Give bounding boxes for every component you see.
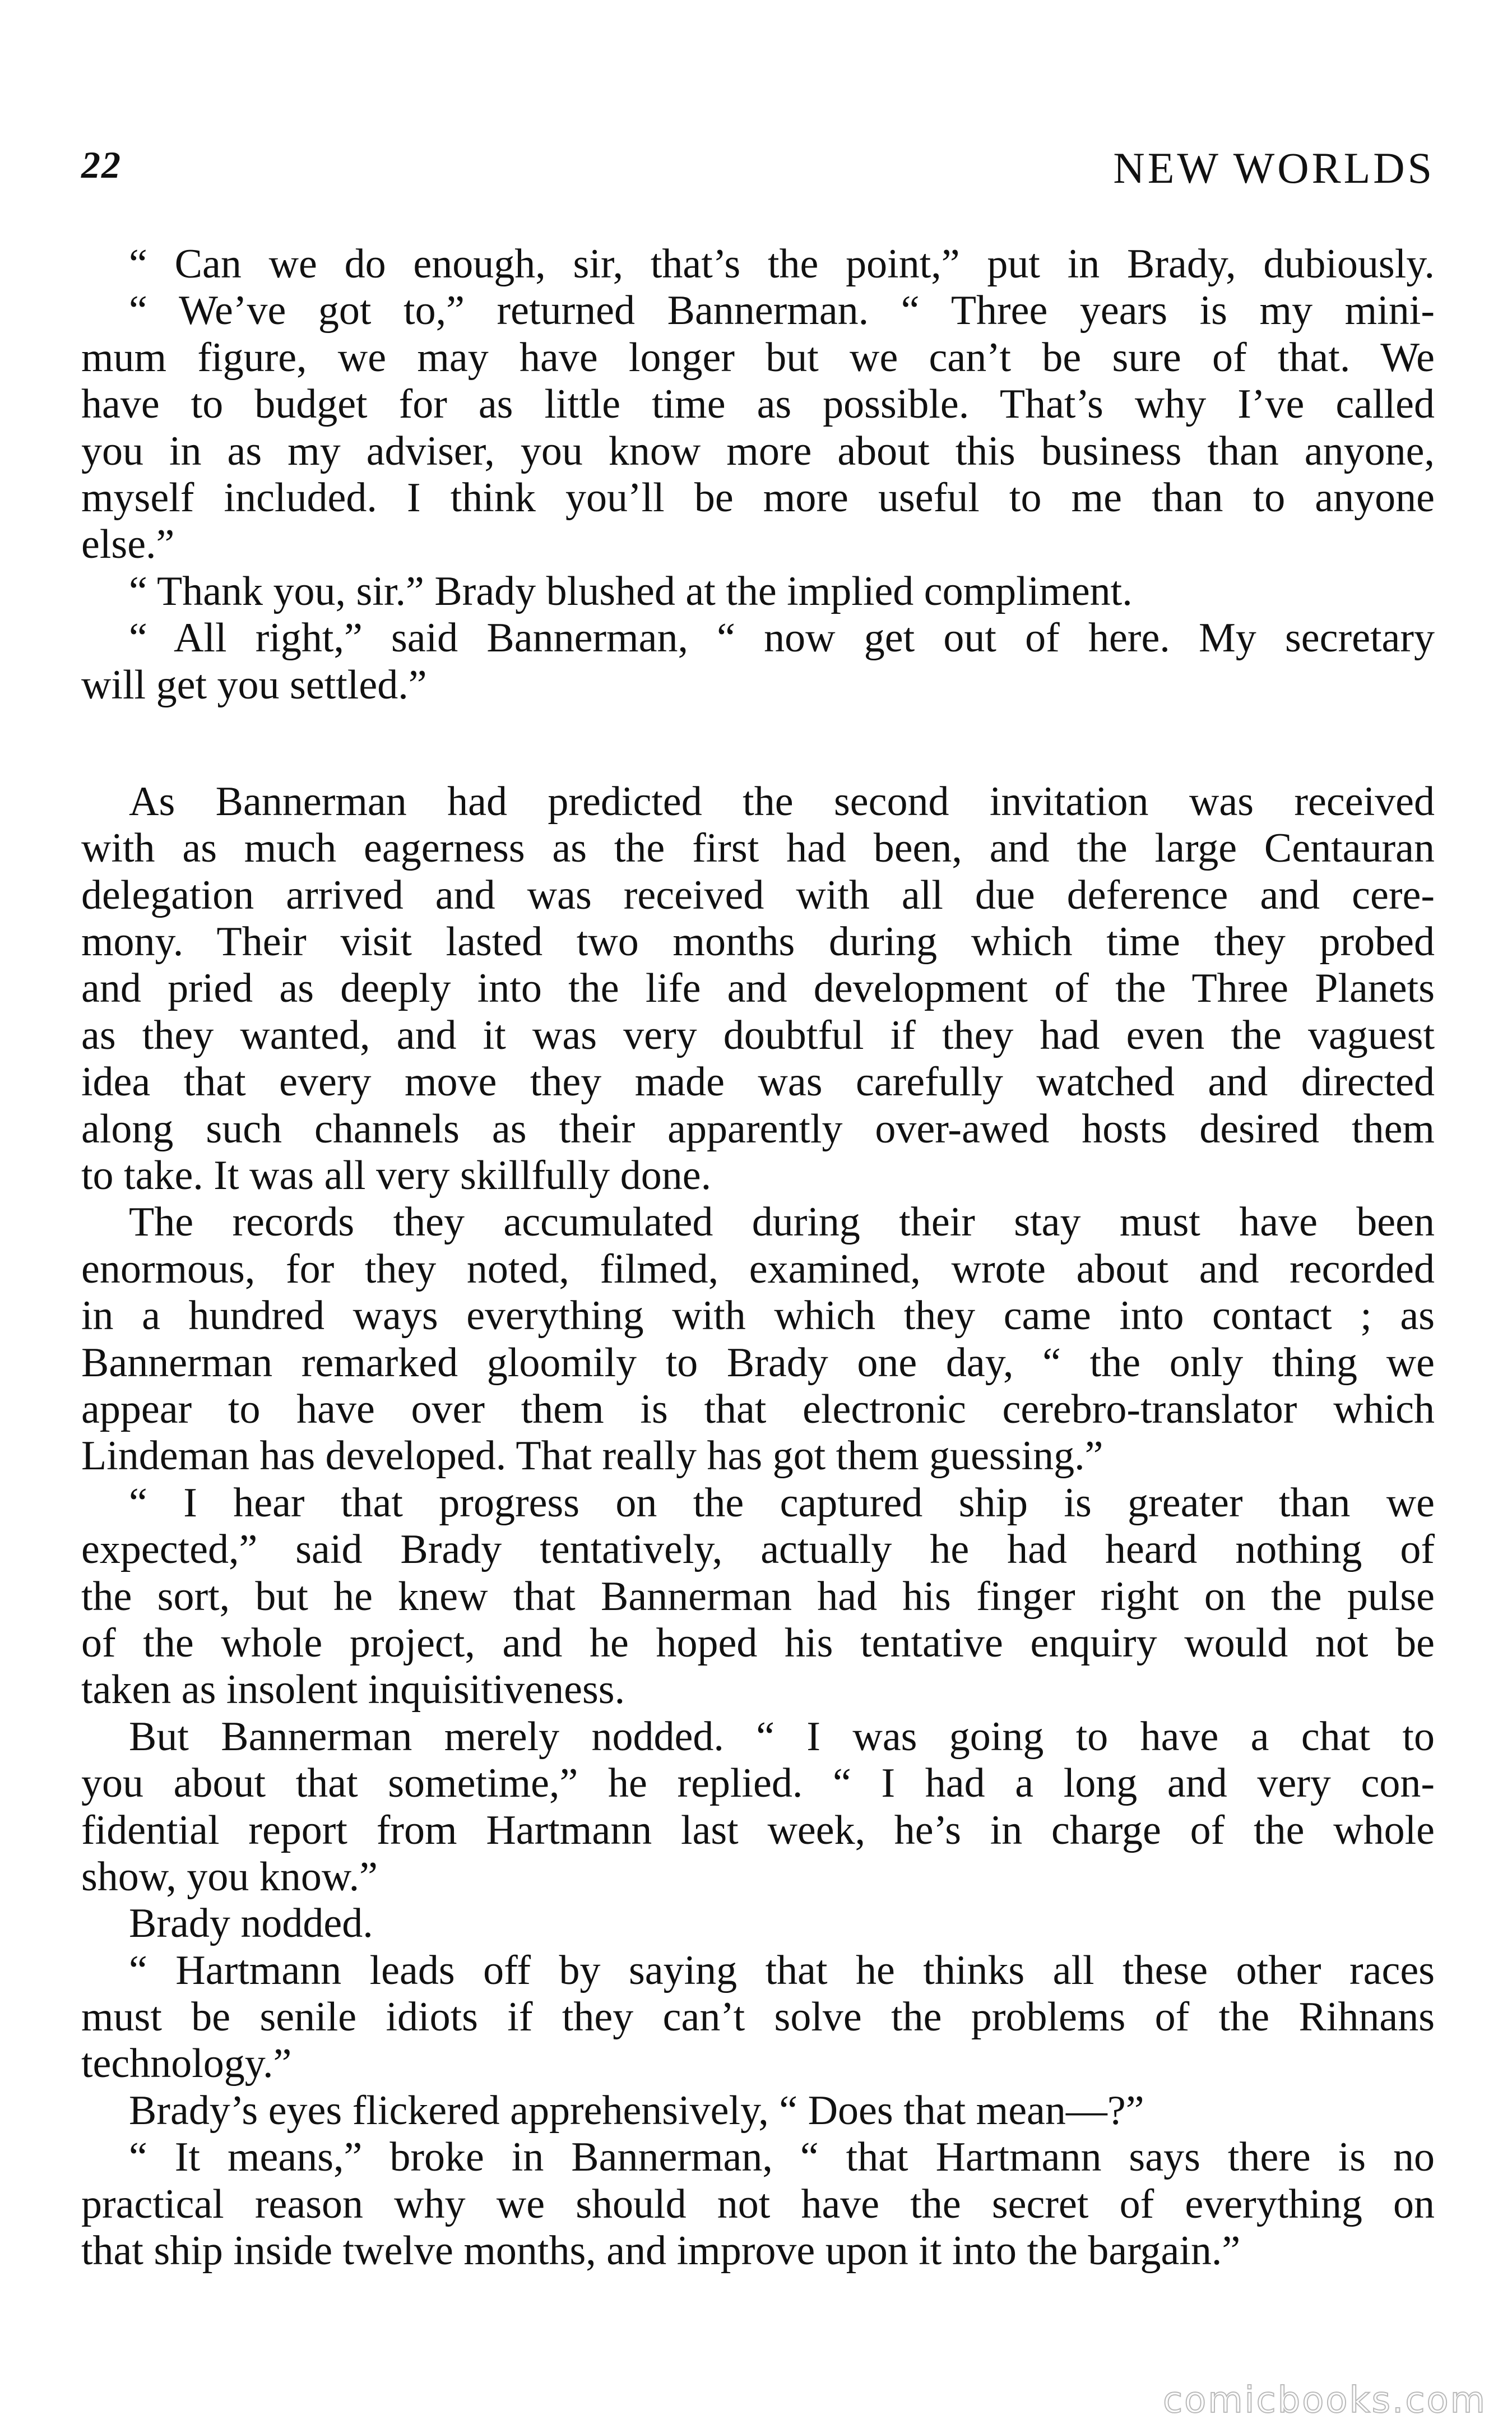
text-line: Brady nodded.	[129, 1900, 373, 1947]
text-line: “ All right,” said Bannerman, “ now get out of here. My secretary	[129, 615, 1435, 661]
text-line: that ship inside twelve months, and improve upon it into the bargain.”	[81, 2228, 1241, 2274]
page-number: 22	[81, 144, 122, 186]
text-line: “ Thank you, sir.” Brady blushed at the implied compliment.	[129, 568, 1133, 614]
text-line: mony. Their visit lasted two months during which time they probed	[81, 919, 1435, 965]
text-line: taken as insolent inquisitiveness.	[81, 1667, 625, 1713]
text-line: along such channels as their apparently over-awed hosts desired them	[81, 1105, 1435, 1152]
text-line: fidential report from Hartmann last week, he’s in charge of the whole	[81, 1807, 1435, 1853]
text-line: technology.”	[81, 2041, 292, 2087]
text-line: practical reason why we should not have the secret of everything on	[81, 2181, 1435, 2227]
text-line: else.”	[81, 521, 175, 568]
text-line: “ It means,” broke in Bannerman, “ that Hartmann says there is no	[129, 2134, 1435, 2181]
running-head: NEW WORLDS	[1113, 144, 1435, 192]
text-line: of the whole project, and he hoped his tentative enquiry would not be	[81, 1620, 1435, 1666]
text-line: The records they accumulated during their stay must have been	[129, 1199, 1435, 1246]
text-line: Bannerman remarked gloomily to Brady one day, “ the only thing we	[81, 1339, 1435, 1386]
text-line: show, you know.”	[81, 1853, 378, 1900]
text-line: will get you settled.”	[81, 661, 427, 708]
text-line: and pried as deeply into the life and development of the Three Planets	[81, 965, 1435, 1012]
text-line: Lindeman has developed. That really has got them guessing.”	[81, 1433, 1103, 1479]
text-line: as they wanted, and it was very doubtful if they had even the vaguest	[81, 1012, 1435, 1058]
text-line: enormous, for they noted, filmed, examined, wrote about and recorded	[81, 1246, 1435, 1292]
text-line: must be senile idiots if they can’t solve the problems of the Rihnans	[81, 1994, 1435, 2041]
text-line: delegation arrived and was received with all due deference and cere-	[81, 872, 1435, 918]
body-text	[81, 241, 1435, 2274]
text-line: “ Hartmann leads off by saying that he thinks all these other races	[129, 1947, 1435, 1993]
text-line: to take. It was all very skillfully done.	[81, 1153, 712, 1199]
text-line: mum figure, we may have longer but we can’t be sure of that. We	[81, 334, 1435, 381]
text-line: Brady’s eyes flickered apprehensively, “ Does that mean—?”	[129, 2087, 1144, 2134]
section-break	[81, 709, 1435, 779]
text-line: the sort, but he knew that Bannerman had his finger right on the pulse	[81, 1573, 1435, 1620]
text-line: have to budget for as little time as possible. That’s why I’ve called	[81, 381, 1435, 428]
text-line: idea that every move they made was carefully watched and directed	[81, 1059, 1435, 1105]
text-line: “ Can we do enough, sir, that’s the point,” put in Brady, dubiously.	[129, 241, 1435, 287]
text-line: As Bannerman had predicted the second invitation was received	[129, 778, 1435, 825]
text-line: “ I hear that progress on the captured ship is greater than we	[129, 1479, 1435, 1526]
text-line: you about that sometime,” he replied. “ I had a long and very con-	[81, 1760, 1435, 1807]
watermark: comicbooks.com	[1162, 2380, 1487, 2421]
text-line: expected,” said Brady tentatively, actually he had heard nothing of	[81, 1526, 1435, 1573]
text-line: with as much eagerness as the first had been, and the large Centauran	[81, 825, 1435, 872]
text-line: But Bannerman merely nodded. “ I was going to have a chat to	[129, 1713, 1435, 1760]
text-line: myself included. I think you’ll be more useful to me than to anyone	[81, 474, 1435, 521]
text-line: appear to have over them is that electronic cerebro-translator which	[81, 1386, 1435, 1432]
page-header	[81, 143, 1435, 205]
text-line: “ We’ve got to,” returned Bannerman. “ Three years is my mini-	[129, 288, 1435, 334]
text-line: in a hundred ways everything with which they came into contact ; as	[81, 1293, 1435, 1339]
text-line: you in as my adviser, you know more about this business than anyone,	[81, 428, 1435, 474]
